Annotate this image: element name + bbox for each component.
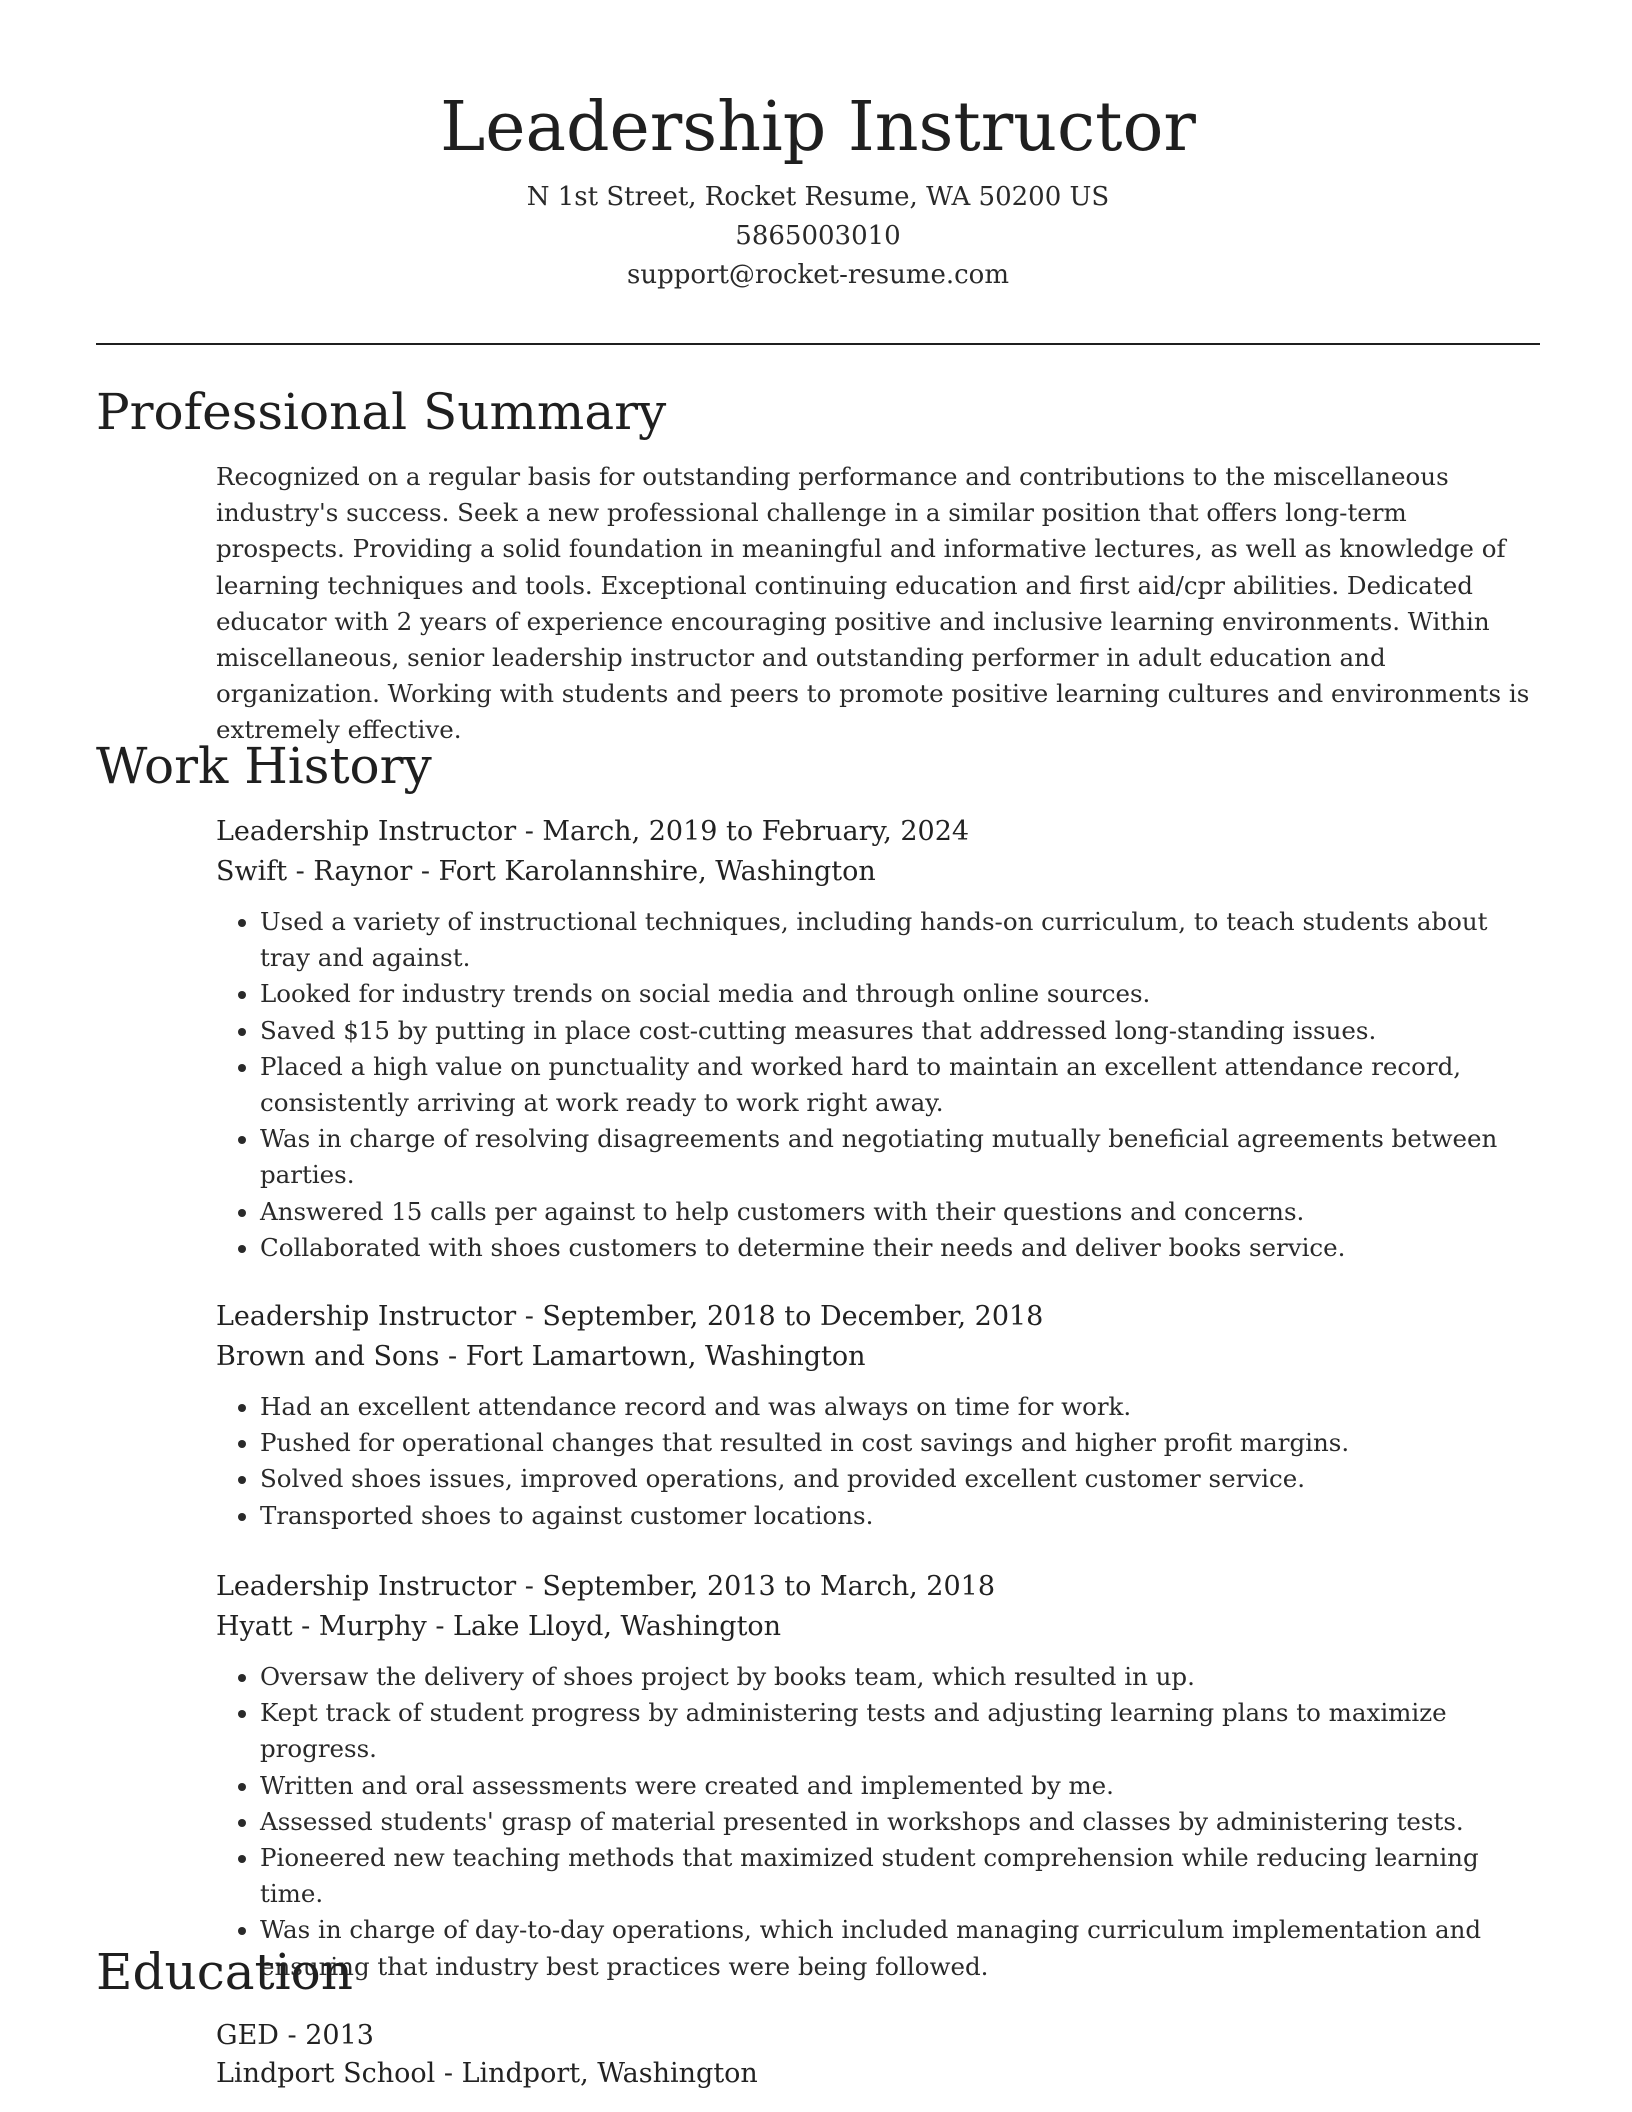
education-year: - 2013 [278,2020,374,2051]
contact-phone: 5865003010 [735,221,901,251]
list-item: • Oversaw the delivery of shoes project by books team, which resulted in up. [260,1659,1541,1695]
list-item: • Used a variety of instructional techniques, including hands-on curriculum, to teach students about tray and against. [260,904,1541,976]
resume-header [96,86,1540,295]
contact-email: support@rocket-resume.com [626,260,1009,290]
list-item: • Was in charge of day-to-day operations, which included managing curriculum implementation and ensuring that industry best practices were being followed. [260,1912,1541,1984]
list-item: • Answered 15 calls per against to help customers with their questions and concerns. [260,1194,1541,1230]
list-item: • Assessed students' grasp of material presented in workshops and classes by administering tests. [260,1804,1541,1840]
job-company-line [216,1337,1541,1377]
job-company: Swift - Raynor [216,856,413,887]
list-item: • Written and oral assessments were created and implemented by me. [260,1768,1541,1804]
summary-heading: Professional Summary [96,383,667,441]
education-location: - Lindport, Washington [435,2058,758,2089]
contact-address: N 1st Street, Rocket Resume, WA 50200 US [526,182,1110,212]
job-dates: - September, 2013 to March, 2018 [516,1571,995,1602]
education-degree-line [216,2017,1541,2055]
list-item: • Pioneered new teaching methods that maximized student comprehension while reducing learning time. [260,1840,1541,1912]
candidate-name: Leadership Instructor [440,88,1196,167]
job-title-line [216,1297,1541,1337]
education-school: Lindport School [216,2058,436,2089]
job-location: - Fort Lamartown, Washington [439,1341,866,1372]
job-dates: - September, 2018 to December, 2018 [516,1301,1044,1332]
list-item: • Kept track of student progress by administering tests and adjusting learning plans to maximize progress. [260,1695,1541,1767]
job-entry [216,812,1541,1266]
job-company: Hyatt - Murphy [216,1611,427,1642]
education-heading: Education [96,1943,353,2001]
job-bullets [216,1389,1541,1534]
work-history-heading: Work History [96,737,432,795]
job-bullets [216,904,1541,1266]
job-bullets [216,1659,1541,1985]
list-item: • Transported shoes to against customer locations. [260,1498,1541,1534]
job-company-line [216,852,1541,892]
job-title-line [216,1567,1541,1607]
job-company-line [216,1607,1541,1647]
summary-block [216,459,1541,749]
list-item: • Saved $15 by putting in place cost-cutting measures that addressed long-standing issues. [260,1013,1541,1049]
education-block [216,2017,1541,2093]
education-degree: GED [216,2020,279,2051]
list-item: • Collaborated with shoes customers to determine their needs and deliver books service. [260,1230,1541,1266]
job-company: Brown and Sons [216,1341,440,1372]
job-title: Leadership Instructor [216,816,517,847]
job-location: - Fort Karolannshire, Washington [412,856,876,887]
job-title: Leadership Instructor [216,1301,517,1332]
job-dates: - March, 2019 to February, 2024 [516,816,970,847]
job-title-line [216,812,1541,852]
summary-text: Recognized on a regular basis for outstanding performance and contributions to the miscellaneous industry's success. Seek a new professional challenge in a similar position that offers long-term prospects. Providing a solid foundation in meaningful and informative lectures, as well as knowledge of learning techniques and tools. Exceptional continuing education and first aid/cpr abilities. Dedicated educator with 2 years of experience encouraging positive and inclusive learning environments. Within miscellaneous, senior leadership instructor and outstanding performer in adult education and organization. Working with students and peers to promote positive learning cultures and environments is extremely effective. [216,462,1530,745]
header-divider [96,343,1540,345]
job-entry [216,1567,1541,1985]
job-location: - Lake Lloyd, Washington [426,1611,782,1642]
job-title: Leadership Instructor [216,1571,517,1602]
job-entry [216,1297,1541,1534]
list-item: • Solved shoes issues, improved operations, and provided excellent customer service. [260,1461,1541,1497]
list-item: • Pushed for operational changes that resulted in cost savings and higher profit margins. [260,1425,1541,1461]
education-school-line [216,2055,1541,2093]
list-item: • Was in charge of resolving disagreements and negotiating mutually beneficial agreements between parties. [260,1121,1541,1193]
list-item: • Looked for industry trends on social media and through online sources. [260,976,1541,1012]
list-item: • Had an excellent attendance record and was always on time for work. [260,1389,1541,1425]
list-item: • Placed a high value on punctuality and worked hard to maintain an excellent attendance record, consistently arriving at work ready to work right away. [260,1049,1541,1121]
